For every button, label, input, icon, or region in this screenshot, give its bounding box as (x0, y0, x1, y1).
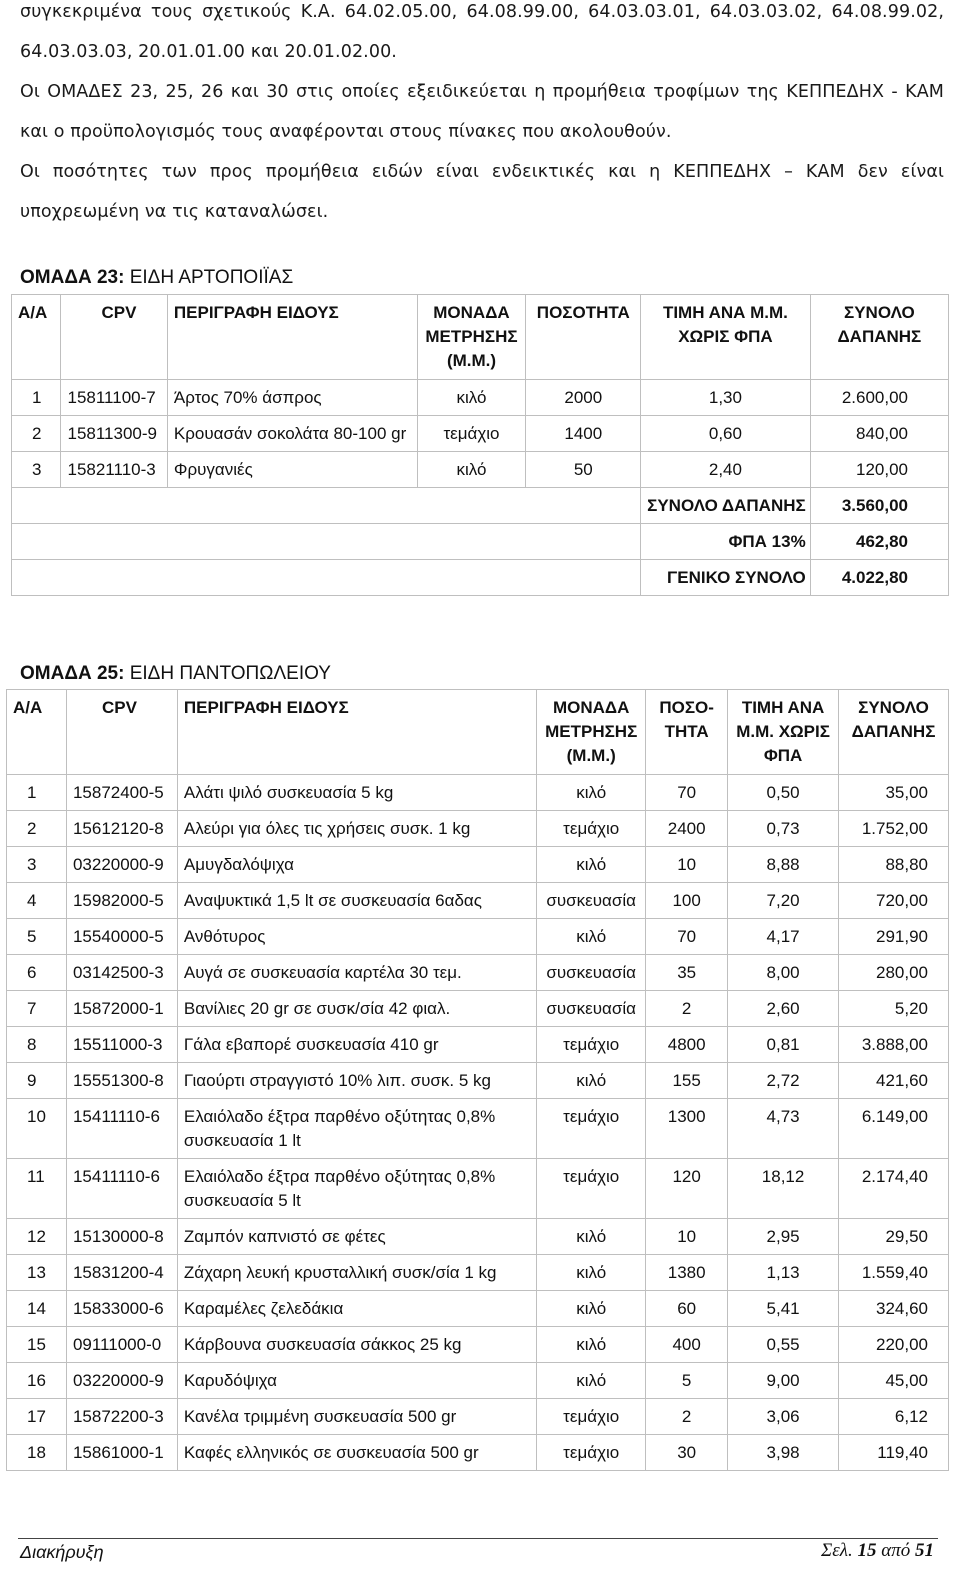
cell-total: 120,00 (810, 452, 948, 488)
group25-title-rest: ΕΙΔΗ ΠΑΝΤΟΠΩΛΕΙΟΥ (124, 663, 331, 684)
cell-aa: 1 (7, 775, 67, 811)
cell-cpv: 15811100-7 (61, 380, 167, 416)
cell-price: 3,98 (728, 1435, 839, 1471)
summary-row (12, 560, 949, 596)
cell-unit: τεμάχιο (417, 416, 526, 452)
cell-desc: Ζάχαρη λευκή κρυσταλλική συσκ/σία 1 kg (177, 1255, 536, 1291)
cell-cpv: 03220000-9 (66, 1363, 177, 1399)
summary-blank (12, 560, 641, 596)
cell-qty: 2400 (646, 811, 728, 847)
table-row (7, 775, 949, 811)
cell-total: 35,00 (839, 775, 949, 811)
table-row (7, 883, 949, 919)
text-line: και ο προϋπολογισμός τους αναφέρονται στους πίνακες που ακολουθούν. (20, 122, 672, 142)
table-row (7, 1063, 949, 1099)
cell-price: 0,60 (641, 416, 811, 452)
group23-title-rest: ΕΙΔΗ ΑΡΤΟΠΟΙΪΑΣ (124, 267, 294, 288)
cell-qty: 1400 (526, 416, 641, 452)
cell-aa: 3 (7, 847, 67, 883)
cell-desc: Κανέλα τριμμένη συσκευασία 500 gr (177, 1399, 536, 1435)
cell-price: 9,00 (728, 1363, 839, 1399)
cell-cpv: 15872200-3 (66, 1399, 177, 1435)
header-cpv: CPV (66, 690, 177, 775)
cell-aa: 16 (7, 1363, 67, 1399)
cell-price: 0,50 (728, 775, 839, 811)
cell-aa: 2 (7, 811, 67, 847)
table-row (7, 1399, 949, 1435)
cell-aa: 18 (7, 1435, 67, 1471)
cell-aa: 3 (12, 452, 61, 488)
cell-aa: 5 (7, 919, 67, 955)
cell-aa: 17 (7, 1399, 67, 1435)
cell-cpv: 03142500-3 (66, 955, 177, 991)
cell-qty: 10 (646, 847, 728, 883)
cell-cpv: 15872400-5 (66, 775, 177, 811)
header-price: ΤΙΜΗ ΑΝΑ Μ.Μ. ΧΩΡΙΣ ΦΠΑ (728, 690, 839, 775)
cell-total: 2.174,40 (839, 1159, 949, 1219)
header-aa: Α/Α (7, 690, 67, 775)
header-desc: ΠΕΡΙΓΡΑΦΗ ΕΙΔΟΥΣ (177, 690, 536, 775)
cell-cpv: 15982000-5 (66, 883, 177, 919)
cell-cpv: 15821110-3 (61, 452, 167, 488)
cell-unit: κιλό (537, 1327, 646, 1363)
cell-cpv: 15612120-8 (66, 811, 177, 847)
cell-unit: κιλό (537, 1255, 646, 1291)
cell-unit: κιλό (537, 1363, 646, 1399)
table-row (7, 811, 949, 847)
cell-unit: κιλό (537, 847, 646, 883)
table-row (12, 452, 949, 488)
cell-aa: 7 (7, 991, 67, 1027)
cell-unit: κιλό (417, 452, 526, 488)
cell-unit: κιλό (537, 775, 646, 811)
cell-qty: 4800 (646, 1027, 728, 1063)
cell-total: 324,60 (839, 1291, 949, 1327)
table-header-row (7, 690, 949, 775)
summary-vat-value: 462,80 (810, 524, 948, 560)
cell-desc: Καφές ελληνικός σε συσκευασία 500 gr (177, 1435, 536, 1471)
cell-total: 280,00 (839, 955, 949, 991)
table-row (7, 1219, 949, 1255)
cell-unit: κιλό (537, 1291, 646, 1327)
cell-qty: 30 (646, 1435, 728, 1471)
header-unit: ΜΟΝΑΔΑ ΜΕΤΡΗΣΗΣ (Μ.Μ.) (417, 295, 526, 380)
group25-title-prefix: ΟΜΑΔΑ 25: (20, 663, 125, 684)
cell-aa: 4 (7, 883, 67, 919)
cell-desc: Κάρβουνα συσκευασία σάκκος 25 kg (177, 1327, 536, 1363)
cell-desc: Καρυδόψιχα (177, 1363, 536, 1399)
cell-desc: Ελαιόλαδο έξτρα παρθένο οξύτητας 0,8% συσκευασία 5 lt (177, 1159, 536, 1219)
header-qty: ΠΟΣΟΤΗΤΑ (526, 295, 641, 380)
cell-desc: Γάλα εβαπορέ συσκευασία 410 gr (177, 1027, 536, 1063)
cell-price: 2,72 (728, 1063, 839, 1099)
cell-desc: Άρτος 70% άσπρος (167, 380, 417, 416)
table-row (7, 1363, 949, 1399)
summary-row (12, 524, 949, 560)
summary-subtotal-label: ΣΥΝΟΛΟ ΔΑΠΑΝΗΣ (641, 488, 811, 524)
cell-cpv: 15551300-8 (66, 1063, 177, 1099)
header-cpv: CPV (61, 295, 167, 380)
footer-page-number (821, 1540, 934, 1562)
cell-total: 3.888,00 (839, 1027, 949, 1063)
intro-paragraph (20, 0, 944, 232)
group23-title-prefix: ΟΜΑΔΑ 23: (20, 267, 125, 288)
footer-doc-title: Διακήρυξη (20, 1542, 104, 1562)
cell-qty: 155 (646, 1063, 728, 1099)
summary-grand-label: ΓΕΝΙΚΟ ΣΥΝΟΛΟ (641, 560, 811, 596)
cell-unit: κιλό (537, 1063, 646, 1099)
cell-qty: 2 (646, 1399, 728, 1435)
cell-desc: Αλεύρι για όλες τις χρήσεις συσκ. 1 kg (177, 811, 536, 847)
cell-aa: 1 (12, 380, 61, 416)
cell-unit: τεμάχιο (537, 1159, 646, 1219)
summary-blank (12, 488, 641, 524)
text-line: συγκεκριμένα τους σχετικούς Κ.Α. 64.02.05.00, 64.08.99.00, 64.03.03.01, 64.03.03.02, 64.08.99.02, (20, 2, 944, 22)
cell-aa: 12 (7, 1219, 67, 1255)
cell-desc: Αμυγδαλόψιχα (177, 847, 536, 883)
cell-unit: τεμάχιο (537, 811, 646, 847)
cell-desc: Αυγά σε συσκευασία καρτέλα 30 τεμ. (177, 955, 536, 991)
cell-qty: 100 (646, 883, 728, 919)
footer-divider (18, 1538, 938, 1539)
cell-price: 8,00 (728, 955, 839, 991)
table-row (7, 1327, 949, 1363)
cell-price: 2,40 (641, 452, 811, 488)
cell-total: 1.559,40 (839, 1255, 949, 1291)
cell-cpv: 15511000-3 (66, 1027, 177, 1063)
summary-row (12, 488, 949, 524)
cell-cpv: 15811300-9 (61, 416, 167, 452)
cell-price: 1,13 (728, 1255, 839, 1291)
cell-qty: 5 (646, 1363, 728, 1399)
cell-total: 840,00 (810, 416, 948, 452)
cell-price: 2,60 (728, 991, 839, 1027)
table-row (12, 380, 949, 416)
cell-aa: 2 (12, 416, 61, 452)
group25-table (6, 689, 949, 1471)
cell-total: 88,80 (839, 847, 949, 883)
text-line: υποχρεωμένη να τις καταναλώσει. (20, 202, 329, 222)
cell-desc: Βανίλιες 20 gr σε συσκ/σία 42 φιαλ. (177, 991, 536, 1027)
cell-total: 6.149,00 (839, 1099, 949, 1159)
cell-desc: Κρουασάν σοκολάτα 80-100 gr (167, 416, 417, 452)
summary-vat-label: ΦΠΑ 13% (641, 524, 811, 560)
table-row (7, 1159, 949, 1219)
cell-cpv: 15831200-4 (66, 1255, 177, 1291)
cell-unit: συσκευασία (537, 883, 646, 919)
cell-aa: 10 (7, 1099, 67, 1159)
cell-unit: τεμάχιο (537, 1099, 646, 1159)
group23-table (11, 294, 949, 596)
cell-total: 220,00 (839, 1327, 949, 1363)
text-line: Οι ΟΜΑΔΕΣ 23, 25, 26 και 30 στις οποίες εξειδικεύεται η προμήθεια τροφίμων της ΚΕΠΠΕΔΗΧ - ΚΑΜ (20, 82, 944, 102)
header-total: ΣΥΝΟΛΟ ΔΑΠΑΝΗΣ (810, 295, 948, 380)
cell-total: 720,00 (839, 883, 949, 919)
cell-cpv: 03220000-9 (66, 847, 177, 883)
cell-total: 291,90 (839, 919, 949, 955)
table-row (7, 991, 949, 1027)
table-row (7, 847, 949, 883)
group23-title (20, 267, 293, 289)
cell-aa: 11 (7, 1159, 67, 1219)
cell-cpv: 15130000-8 (66, 1219, 177, 1255)
cell-aa: 9 (7, 1063, 67, 1099)
page-total: 51 (915, 1540, 934, 1561)
cell-desc: Αλάτι ψιλό συσκευασία 5 kg (177, 775, 536, 811)
cell-total: 29,50 (839, 1219, 949, 1255)
cell-unit: κιλό (537, 919, 646, 955)
cell-price: 18,12 (728, 1159, 839, 1219)
table-row (7, 919, 949, 955)
text-line: 64.03.03.03, 20.01.01.00 και 20.01.02.00. (20, 42, 397, 62)
cell-total: 2.600,00 (810, 380, 948, 416)
cell-desc: Φρυγανιές (167, 452, 417, 488)
page-prefix: Σελ. (820, 1540, 858, 1561)
cell-price: 0,73 (728, 811, 839, 847)
header-price: ΤΙΜΗ ΑΝΑ Μ.Μ. ΧΩΡΙΣ ΦΠΑ (641, 295, 811, 380)
cell-cpv: 15861000-1 (66, 1435, 177, 1471)
header-desc: ΠΕΡΙΓΡΑΦΗ ΕΙΔΟΥΣ (167, 295, 417, 380)
cell-price: 1,30 (641, 380, 811, 416)
cell-unit: συσκευασία (537, 991, 646, 1027)
cell-cpv: 15411110-6 (66, 1159, 177, 1219)
cell-aa: 8 (7, 1027, 67, 1063)
page-current: 15 (857, 1540, 877, 1561)
cell-qty: 70 (646, 919, 728, 955)
table-row (7, 955, 949, 991)
table-row (7, 1255, 949, 1291)
cell-unit: τεμάχιο (537, 1435, 646, 1471)
header-unit: ΜΟΝΑΔΑ ΜΕΤΡΗΣΗΣ (Μ.Μ.) (537, 690, 646, 775)
cell-price: 2,95 (728, 1219, 839, 1255)
cell-qty: 2 (646, 991, 728, 1027)
cell-aa: 13 (7, 1255, 67, 1291)
cell-unit: συσκευασία (537, 955, 646, 991)
cell-cpv: 15540000-5 (66, 919, 177, 955)
summary-subtotal-value: 3.560,00 (810, 488, 948, 524)
group25-title (20, 663, 331, 685)
cell-qty: 400 (646, 1327, 728, 1363)
cell-desc: Αναψυκτικά 1,5 lt σε συσκευασία 6αδας (177, 883, 536, 919)
cell-qty: 10 (646, 1219, 728, 1255)
table-row (7, 1027, 949, 1063)
cell-aa: 14 (7, 1291, 67, 1327)
table-header-row (12, 295, 949, 380)
cell-qty: 120 (646, 1159, 728, 1219)
cell-cpv: 15833000-6 (66, 1291, 177, 1327)
header-aa: Α/Α (12, 295, 61, 380)
cell-price: 7,20 (728, 883, 839, 919)
cell-price: 4,17 (728, 919, 839, 955)
cell-cpv: 15411110-6 (66, 1099, 177, 1159)
cell-qty: 70 (646, 775, 728, 811)
cell-qty: 50 (526, 452, 641, 488)
cell-desc: Ελαιόλαδο έξτρα παρθένο οξύτητας 0,8% συσκευασία 1 lt (177, 1099, 536, 1159)
cell-price: 4,73 (728, 1099, 839, 1159)
cell-price: 3,06 (728, 1399, 839, 1435)
cell-unit: τεμάχιο (537, 1027, 646, 1063)
cell-aa: 15 (7, 1327, 67, 1363)
table-row (7, 1099, 949, 1159)
cell-unit: κιλό (417, 380, 526, 416)
cell-qty: 2000 (526, 380, 641, 416)
cell-unit: κιλό (537, 1219, 646, 1255)
cell-desc: Γιαούρτι στραγγιστό 10% λιπ. συσκ. 5 kg (177, 1063, 536, 1099)
table-row (7, 1291, 949, 1327)
cell-unit: τεμάχιο (537, 1399, 646, 1435)
cell-price: 0,55 (728, 1327, 839, 1363)
cell-total: 5,20 (839, 991, 949, 1027)
cell-price: 0,81 (728, 1027, 839, 1063)
cell-total: 45,00 (839, 1363, 949, 1399)
header-qty: ΠΟΣΟ-ΤΗΤΑ (646, 690, 728, 775)
cell-qty: 60 (646, 1291, 728, 1327)
table-row (12, 416, 949, 452)
cell-total: 119,40 (839, 1435, 949, 1471)
header-total: ΣΥΝΟΛΟ ΔΑΠΑΝΗΣ (839, 690, 949, 775)
cell-qty: 1380 (646, 1255, 728, 1291)
cell-total: 6,12 (839, 1399, 949, 1435)
cell-price: 8,88 (728, 847, 839, 883)
cell-cpv: 09111000-0 (66, 1327, 177, 1363)
cell-desc: Καραμέλες ζελεδάκια (177, 1291, 536, 1327)
cell-aa: 6 (7, 955, 67, 991)
cell-total: 421,60 (839, 1063, 949, 1099)
cell-price: 5,41 (728, 1291, 839, 1327)
text-line: Οι ποσότητες των προς προμήθεια ειδών είναι ενδεικτικές και η ΚΕΠΠΕΔΗΧ – ΚΑΜ δεν είναι (20, 162, 944, 182)
cell-qty: 1300 (646, 1099, 728, 1159)
cell-total: 1.752,00 (839, 811, 949, 847)
summary-grand-value: 4.022,80 (810, 560, 948, 596)
cell-cpv: 15872000-1 (66, 991, 177, 1027)
page-separator: από (876, 1540, 915, 1561)
table-row (7, 1435, 949, 1471)
cell-desc: Ανθότυρος (177, 919, 536, 955)
cell-desc: Ζαμπόν καπνιστό σε φέτες (177, 1219, 536, 1255)
summary-blank (12, 524, 641, 560)
cell-qty: 35 (646, 955, 728, 991)
